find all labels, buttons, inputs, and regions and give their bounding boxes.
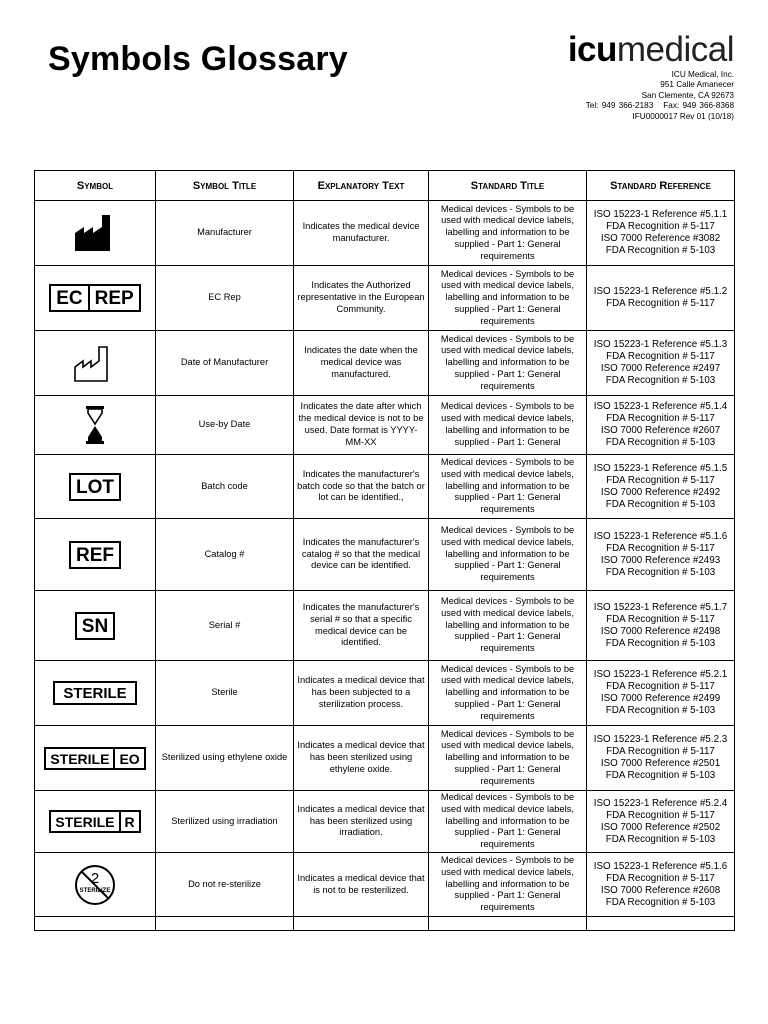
phone-number: Tel: 949 366-2183 bbox=[585, 101, 654, 111]
table-row bbox=[35, 519, 735, 591]
table-row-empty bbox=[35, 917, 735, 931]
table-header-row bbox=[35, 171, 735, 201]
explanatory-text: Indicates a medical device that is not to be resterilized. bbox=[294, 853, 429, 917]
header-standard-reference: Standard Reference bbox=[587, 171, 735, 201]
standard-title: Medical devices - Symbols to be used with medical device labels, labelling and information to be supplied - Part 1: General requirements bbox=[429, 791, 587, 853]
symbol-title: EC Rep bbox=[156, 266, 294, 331]
symbol-title: Sterilized using ethylene oxide bbox=[156, 726, 294, 791]
table-row bbox=[35, 853, 735, 917]
standard-title: Medical devices - Symbols to be used with medical device labels, labelling and information to be supplied - Part 1: General requirements bbox=[429, 201, 587, 266]
standard-title: Medical devices - Symbols to be used with medical device labels, labelling and information to be supplied - Part 1: General requirements bbox=[429, 266, 587, 331]
table-row bbox=[35, 396, 735, 455]
header-symbol-title: Symbol Title bbox=[156, 171, 294, 201]
sterile-r-icon: STERILE R bbox=[49, 810, 140, 833]
sterile-eo-icon: STERILE EO bbox=[44, 747, 145, 770]
symbol-cell bbox=[35, 661, 156, 726]
standard-title: Medical devices - Symbols to be used with medical device labels, labelling and information to be supplied - Part 1: General requirements bbox=[429, 726, 587, 791]
symbol-cell bbox=[35, 853, 156, 917]
standard-title: Medical devices - Symbols to be used with medical device labels, labelling and information to be supplied - Part 1: General requirements bbox=[429, 661, 587, 726]
symbol-title: Catalog # bbox=[156, 519, 294, 591]
symbol-title: Sterilized using irradiation bbox=[156, 791, 294, 853]
table-row bbox=[35, 591, 735, 661]
standard-title: Medical devices - Symbols to be used with medical device labels, labelling and information to be supplied - Part 1: General requirements bbox=[429, 591, 587, 661]
standard-title: Medical devices - Symbols to be used with medical device labels, labelling and information to be supplied - Part 1: General bbox=[429, 396, 587, 455]
ec-rep-icon: EC REP bbox=[49, 284, 140, 312]
explanatory-text: Indicates the manufacturer's catalog # so that the medical device can be identified. bbox=[294, 519, 429, 591]
symbol-cell bbox=[35, 791, 156, 853]
standard-reference: ISO 15223-1 Reference #5.1.5 FDA Recognition # 5-117 ISO 7000 Reference #2492 FDA Recognition # 5-103 bbox=[587, 455, 735, 519]
explanatory-text: Indicates the manufacturer's batch code so that the batch or lot can be identified., bbox=[294, 455, 429, 519]
svg-text:2: 2 bbox=[90, 869, 100, 887]
do-not-resterilize-icon bbox=[73, 863, 117, 907]
header-explanatory-text: Explanatory Text bbox=[294, 171, 429, 201]
lot-icon: LOT bbox=[69, 473, 121, 501]
explanatory-text: Indicates a medical device that has been sterilized using irradiation. bbox=[294, 791, 429, 853]
standard-reference: ISO 15223-1 Reference #5.1.1 FDA Recognition # 5-117 ISO 7000 Reference #3082 FDA Recognition # 5-103 bbox=[587, 201, 735, 266]
standard-title: Medical devices - Symbols to be used with medical device labels, labelling and information to be supplied - Part 1: General requirements bbox=[429, 455, 587, 519]
fax-number: Fax: 949 366-8368 bbox=[663, 101, 734, 111]
symbol-title: Do not re-sterilize bbox=[156, 853, 294, 917]
explanatory-text: Indicates the Authorized representative in the European Community. bbox=[294, 266, 429, 331]
header-symbol: Symbol bbox=[35, 171, 156, 201]
standard-reference: ISO 15223-1 Reference #5.1.3 FDA Recognition # 5-117 ISO 7000 Reference #2497 FDA Recognition # 5-103 bbox=[587, 331, 735, 396]
standard-reference: ISO 15223-1 Reference #5.2.4 FDA Recognition # 5-117 ISO 7000 Reference #2502 FDA Recognition # 5-103 bbox=[587, 791, 735, 853]
table-row bbox=[35, 201, 735, 266]
company-name: ICU Medical, Inc. bbox=[671, 70, 734, 79]
manufacturer-factory-icon bbox=[72, 213, 118, 253]
explanatory-text: Indicates the medical device manufacturer. bbox=[294, 201, 429, 266]
standard-title: Medical devices - Symbols to be used with medical device labels, labelling and information to be supplied - Part 1: General requirements bbox=[429, 331, 587, 396]
explanatory-text: Indicates the date when the medical device was manufactured. bbox=[294, 331, 429, 396]
symbol-title: Date of Manufacturer bbox=[156, 331, 294, 396]
standard-reference: ISO 15223-1 Reference #5.2.1 FDA Recognition # 5-117 ISO 7000 Reference #2499 FDA Recognition # 5-103 bbox=[587, 661, 735, 726]
header-standard-title: Standard Title bbox=[429, 171, 587, 201]
standard-title: Medical devices - Symbols to be used with medical device labels, labelling and information to be supplied - Part 1: General requirements bbox=[429, 853, 587, 917]
symbol-title: Manufacturer bbox=[156, 201, 294, 266]
explanatory-text: Indicates a medical device that has been subjected to a sterilization process. bbox=[294, 661, 429, 726]
table-row bbox=[35, 455, 735, 519]
symbols-table bbox=[34, 170, 735, 931]
table-row bbox=[35, 661, 735, 726]
symbol-title: Sterile bbox=[156, 661, 294, 726]
standard-reference: ISO 15223-1 Reference #5.1.7 FDA Recognition # 5-117 ISO 7000 Reference #2498 FDA Recognition # 5-103 bbox=[587, 591, 735, 661]
city-address: San Clemente, CA 92673 bbox=[641, 90, 734, 100]
standard-reference: ISO 15223-1 Reference #5.2.3 FDA Recognition # 5-117 ISO 7000 Reference #2501 FDA Recognition # 5-103 bbox=[587, 726, 735, 791]
explanatory-text: Indicates a medical device that has been sterilized using ethylene oxide. bbox=[294, 726, 429, 791]
standard-reference: ISO 15223-1 Reference #5.1.6 FDA Recognition # 5-117 ISO 7000 Reference #2608 FDA Recognition # 5-103 bbox=[587, 853, 735, 917]
standard-reference: ISO 15223-1 Reference #5.1.6 FDA Recognition # 5-117 ISO 7000 Reference #2493 FDA Recognition # 5-103 bbox=[587, 519, 735, 591]
company-address bbox=[586, 70, 734, 122]
ref-icon: REF bbox=[69, 541, 121, 569]
symbol-title: Use-by Date bbox=[156, 396, 294, 455]
svg-text:STERILIZE: STERILIZE bbox=[79, 887, 111, 894]
symbol-cell bbox=[35, 331, 156, 396]
standard-reference: ISO 15223-1 Reference #5.1.4 FDA Recognition # 5-117 ISO 7000 Reference #2607 FDA Recognition # 5-103 bbox=[587, 396, 735, 455]
standard-reference: ISO 15223-1 Reference #5.1.2 FDA Recognition # 5-117 bbox=[587, 266, 735, 331]
street-address: 951 Calle Amanecer bbox=[660, 80, 734, 90]
symbol-cell bbox=[35, 201, 156, 266]
symbol-cell bbox=[35, 455, 156, 519]
explanatory-text: Indicates the manufacturer's serial # so that a specific medical device can be identified. bbox=[294, 591, 429, 661]
standard-title: Medical devices - Symbols to be used with medical device labels, labelling and information to be supplied - Part 1: General requirements bbox=[429, 519, 587, 591]
explanatory-text: Indicates the date after which the medical device is not to be used. Date format is YYYY-MM-XX bbox=[294, 396, 429, 455]
symbol-cell bbox=[35, 519, 156, 591]
symbol-cell bbox=[35, 726, 156, 791]
symbol-cell bbox=[35, 591, 156, 661]
sterile-icon: STERILE bbox=[53, 681, 136, 705]
company-logo: icumedical bbox=[567, 30, 734, 69]
page-title: Symbols Glossary bbox=[48, 40, 348, 78]
table-row bbox=[35, 266, 735, 331]
document-id: IFU0000017 Rev 01 (10/18) bbox=[632, 111, 734, 121]
symbol-cell bbox=[35, 396, 156, 455]
table-row bbox=[35, 331, 735, 396]
table-row bbox=[35, 726, 735, 791]
symbol-title: Batch code bbox=[156, 455, 294, 519]
date-of-manufacture-icon bbox=[72, 343, 118, 383]
symbol-cell bbox=[35, 266, 156, 331]
sn-icon: SN bbox=[75, 612, 115, 640]
symbol-title: Serial # bbox=[156, 591, 294, 661]
table-row bbox=[35, 791, 735, 853]
hourglass-icon bbox=[83, 404, 107, 446]
